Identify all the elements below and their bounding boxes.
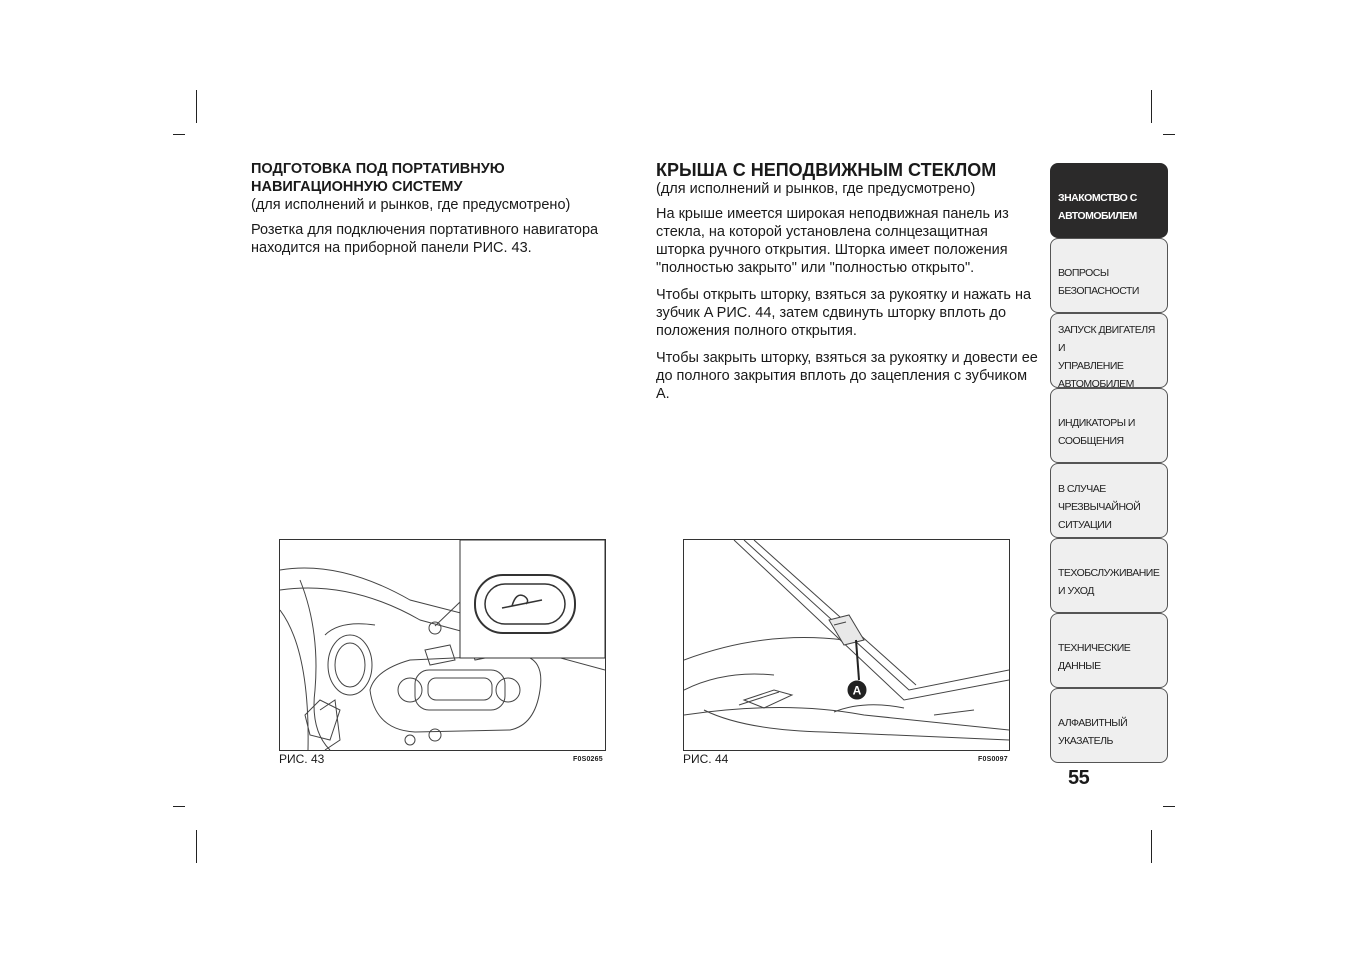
section-heading: ПОДГОТОВКА ПОД ПОРТАТИВНУЮ НАВИГАЦИОННУЮ СИСТЕМУ xyxy=(251,161,505,195)
page-number: 55 xyxy=(1068,767,1090,789)
navigation-section xyxy=(251,160,623,266)
section-subtitle: (для исполнений и рынков, где предусмотрено) xyxy=(251,197,571,213)
figure-44-code: F0S0097 xyxy=(978,756,1008,763)
crop-mark xyxy=(1163,134,1175,135)
crop-mark xyxy=(1151,90,1152,123)
section-subtitle: (для исполнений и рынков, где предусмотрено) xyxy=(656,181,976,197)
section-paragraph: Чтобы закрыть шторку, взяться за рукоятку и довести ее до полного закрытия вплоть до зацепления с зубчиком A. xyxy=(656,350,1038,402)
section-paragraph: Розетка для подключения портативного навигатора находится на приборной панели РИС. 43. xyxy=(251,222,599,256)
figure-43-code: F0S0265 xyxy=(573,756,603,763)
figure-44-roof-illustration xyxy=(683,539,1010,751)
crop-mark xyxy=(196,90,197,123)
tab-technical-data[interactable]: ТЕХНИЧЕСКИЕ ДАННЫЕ xyxy=(1050,613,1168,688)
chapter-tabs xyxy=(1050,163,1168,763)
tab-starting-driving[interactable]: ЗАПУСК ДВИГАТЕЛЯ И УПРАВЛЕНИЕ АВТОМОБИЛЕМ xyxy=(1050,313,1168,388)
crop-mark xyxy=(1163,806,1175,807)
tab-index[interactable]: АЛФАВИТНЫЙ УКАЗАТЕЛЬ xyxy=(1050,688,1168,763)
section-paragraph: Чтобы открыть шторку, взяться за рукоятку и нажать на зубчик A РИС. 44, затем сдвинуть шторку вплоть до положения полного открытия. xyxy=(656,287,1032,339)
tab-safety[interactable]: ВОПРОСЫ БЕЗОПАСНОСТИ xyxy=(1050,238,1168,313)
crop-mark xyxy=(173,134,185,135)
tab-maintenance[interactable]: ТЕХОБСЛУЖИВАНИЕ И УХОД xyxy=(1050,538,1168,613)
crop-mark xyxy=(1151,830,1152,863)
figure-43-caption: РИС. 43 xyxy=(279,752,325,766)
section-paragraph: На крыше имеется широкая неподвижная панель из стекла, на которой установлена солнцезащитная шторка ручного открытия. Шторка имеет положения "полностью закрыто" или "полностью открыто". xyxy=(656,206,1009,276)
callout-a-label: A xyxy=(852,683,862,698)
figure-44-caption: РИС. 44 xyxy=(683,752,729,766)
tab-emergency[interactable]: В СЛУЧАЕ ЧРЕЗВЫЧАЙНОЙ СИТУАЦИИ xyxy=(1050,463,1168,538)
tab-intro[interactable]: ЗНАКОМСТВО С АВТОМОБИЛЕМ xyxy=(1050,163,1168,238)
tab-warnings[interactable]: ИНДИКАТОРЫ И СООБЩЕНИЯ xyxy=(1050,388,1168,463)
glass-roof-section xyxy=(656,160,1038,412)
crop-mark xyxy=(196,830,197,863)
figure-43-dashboard-illustration xyxy=(279,539,606,751)
section-heading: КРЫША С НЕПОДВИЖНЫМ СТЕКЛОМ xyxy=(656,160,997,180)
crop-mark xyxy=(173,806,185,807)
